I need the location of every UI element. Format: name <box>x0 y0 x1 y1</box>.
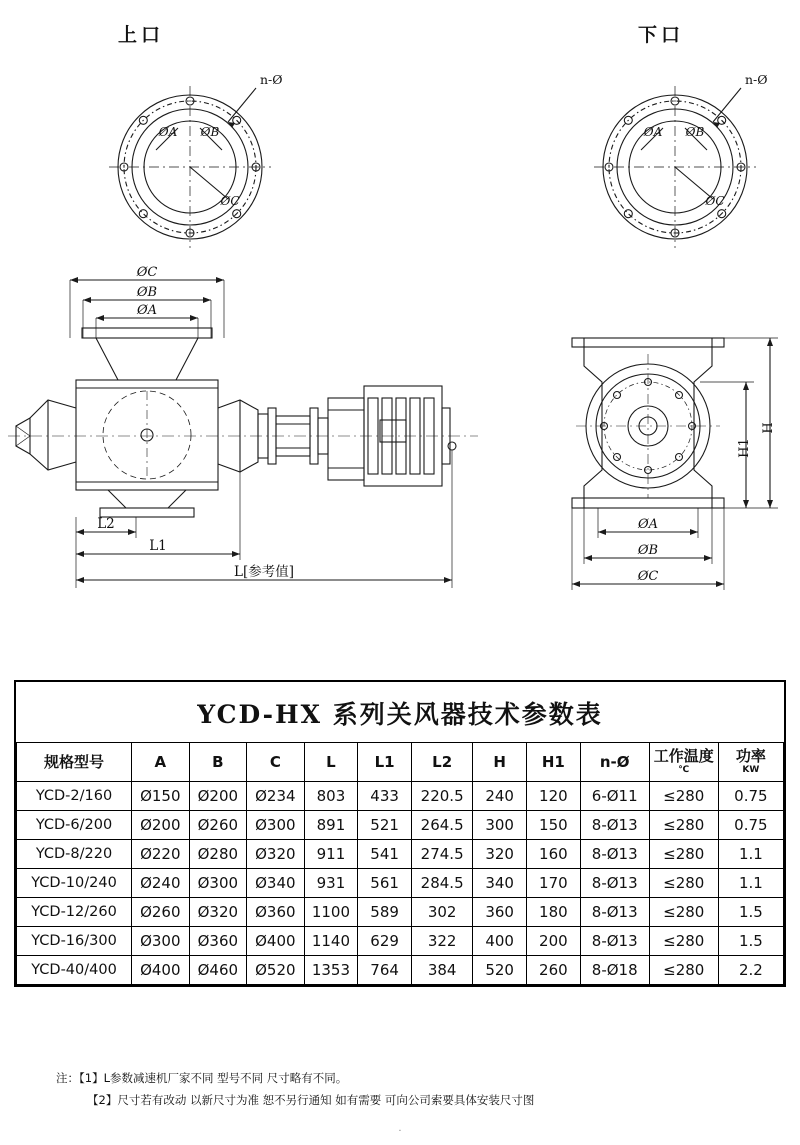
cell-temp: ≤280 <box>649 781 718 810</box>
th-b: B <box>189 743 247 782</box>
cell-n-phi: 8-Ø13 <box>580 810 649 839</box>
th-h1: H1 <box>527 743 581 782</box>
cell-h: 240 <box>473 781 527 810</box>
cell-c: Ø520 <box>247 955 305 984</box>
cell-temp: ≤280 <box>649 897 718 926</box>
footnote-line-2: 【2】尺寸若有改动 以新尺寸为准 恕不另行通知 如有需要 可向公司索要具体安装尺寸图 <box>87 1092 535 1107</box>
cell-model: YCD-16/300 <box>17 926 132 955</box>
cell-l2: 264.5 <box>411 810 472 839</box>
table-header-row <box>17 743 784 782</box>
cell-a: Ø400 <box>132 955 190 984</box>
th-a: A <box>132 743 190 782</box>
th-power-unit: KW <box>742 765 760 776</box>
cell-l1: 629 <box>358 926 412 955</box>
cell-a: Ø220 <box>132 839 190 868</box>
cell-b: Ø260 <box>189 810 247 839</box>
cell-power: 1.5 <box>718 897 783 926</box>
footnote-text-1: 【1】L参数减速机厂家不同 型号不同 尺寸略有不同。 <box>79 1071 348 1085</box>
dim-h1: H1 <box>737 438 752 458</box>
cell-b: Ø360 <box>189 926 247 955</box>
cell-n-phi: 8-Ø18 <box>580 955 649 984</box>
cell-h: 520 <box>473 955 527 984</box>
cell-model: YCD-40/400 <box>17 955 132 984</box>
cell-l2: 274.5 <box>411 839 472 868</box>
spec-table-title: YCD-HX 系列关风器技术参数表 <box>197 700 603 729</box>
cell-l: 911 <box>304 839 358 868</box>
cell-h1: 160 <box>527 839 581 868</box>
table-row <box>17 868 784 897</box>
dim-l1: L1 <box>149 538 167 554</box>
label-phi-b: ØB <box>200 125 220 139</box>
cell-power: 1.1 <box>718 868 783 897</box>
cell-c: Ø234 <box>247 781 305 810</box>
th-h: H <box>473 743 527 782</box>
cell-l: 1353 <box>304 955 358 984</box>
table-row <box>17 926 784 955</box>
cell-l2: 220.5 <box>411 781 472 810</box>
spec-table-container <box>14 680 786 987</box>
cell-temp: ≤280 <box>649 868 718 897</box>
cell-power: 1.1 <box>718 839 783 868</box>
cell-h1: 200 <box>527 926 581 955</box>
cell-h: 340 <box>473 868 527 897</box>
cell-temp: ≤280 <box>649 810 718 839</box>
th-n-phi: n-Ø <box>580 743 649 782</box>
th-working-temp-unit: ℃ <box>678 765 690 776</box>
cell-temp: ≤280 <box>649 839 718 868</box>
cell-power: 0.75 <box>718 781 783 810</box>
cell-h1: 260 <box>527 955 581 984</box>
cell-l: 803 <box>304 781 358 810</box>
label-phi-a: ØA <box>158 125 178 139</box>
cell-l: 891 <box>304 810 358 839</box>
cell-model: YCD-10/240 <box>17 868 132 897</box>
dim-phi-a-end: ØA <box>637 517 659 532</box>
cell-h1: 170 <box>527 868 581 897</box>
th-l: L <box>304 743 358 782</box>
spec-table <box>16 682 784 985</box>
cell-l1: 589 <box>358 897 412 926</box>
cell-a: Ø240 <box>132 868 190 897</box>
cell-c: Ø400 <box>247 926 305 955</box>
cell-model: YCD-2/160 <box>17 781 132 810</box>
side-elevation-drawing <box>8 258 488 598</box>
cell-a: Ø260 <box>132 897 190 926</box>
cell-b: Ø200 <box>189 781 247 810</box>
cell-model: YCD-6/200 <box>17 810 132 839</box>
heading-bottom-port: 下口 <box>638 24 685 46</box>
th-c: C <box>247 743 305 782</box>
page-footer-mark: · <box>398 1126 402 1137</box>
cell-l1: 433 <box>358 781 412 810</box>
th-model: 规格型号 <box>17 743 132 782</box>
cell-b: Ø460 <box>189 955 247 984</box>
cell-n-phi: 8-Ø13 <box>580 897 649 926</box>
cell-n-phi: 8-Ø13 <box>580 839 649 868</box>
cell-h1: 180 <box>527 897 581 926</box>
table-row <box>17 897 784 926</box>
cell-model: YCD-8/220 <box>17 839 132 868</box>
label-phi-b: ØB <box>685 125 705 139</box>
cell-b: Ø280 <box>189 839 247 868</box>
cell-h: 300 <box>473 810 527 839</box>
cell-l: 931 <box>304 868 358 897</box>
cell-l2: 384 <box>411 955 472 984</box>
top-port-flange-drawing <box>60 72 290 262</box>
label-phi-c: ØC <box>705 194 725 208</box>
cell-b: Ø320 <box>189 897 247 926</box>
footnote-line-1 <box>40 1068 760 1090</box>
th-working-temp-label: 工作温度 <box>653 747 714 765</box>
cell-h1: 150 <box>527 810 581 839</box>
cell-h: 320 <box>473 839 527 868</box>
cell-l2: 302 <box>411 897 472 926</box>
cell-h: 360 <box>473 897 527 926</box>
th-l2: L2 <box>411 743 472 782</box>
cell-l1: 521 <box>358 810 412 839</box>
end-elevation-drawing <box>540 320 790 600</box>
th-l1: L1 <box>358 743 412 782</box>
label-n-phi: n-Ø <box>260 72 283 87</box>
cell-temp: ≤280 <box>649 926 718 955</box>
th-working-temp <box>649 743 718 782</box>
table-row <box>17 839 784 868</box>
label-phi-a: ØA <box>643 125 663 139</box>
bottom-port-flange-drawing <box>560 72 790 262</box>
cell-a: Ø300 <box>132 926 190 955</box>
th-power <box>718 743 783 782</box>
cell-c: Ø340 <box>247 868 305 897</box>
cell-power: 2.2 <box>718 955 783 984</box>
table-row <box>17 781 784 810</box>
dim-phi-a: ØA <box>136 303 158 318</box>
footnote-label: 注： <box>56 1071 79 1085</box>
cell-power: 0.75 <box>718 810 783 839</box>
cell-l2: 284.5 <box>411 868 472 897</box>
cell-c: Ø320 <box>247 839 305 868</box>
cell-l: 1140 <box>304 926 358 955</box>
dim-l2: L2 <box>97 516 115 532</box>
cell-h1: 120 <box>527 781 581 810</box>
cell-power: 1.5 <box>718 926 783 955</box>
dim-h: H <box>761 422 776 434</box>
cell-l: 1100 <box>304 897 358 926</box>
dim-l-ref: L[参考值] <box>234 564 294 580</box>
dim-phi-b: ØB <box>136 285 158 300</box>
cell-l1: 541 <box>358 839 412 868</box>
cell-n-phi: 8-Ø13 <box>580 868 649 897</box>
dim-phi-c-end: ØC <box>637 569 659 584</box>
label-n-phi: n-Ø <box>745 72 768 87</box>
cell-l2: 322 <box>411 926 472 955</box>
dim-phi-c: ØC <box>136 265 158 280</box>
table-row <box>17 810 784 839</box>
cell-c: Ø360 <box>247 897 305 926</box>
th-power-label: 功率 <box>735 747 766 765</box>
cell-model: YCD-12/260 <box>17 897 132 926</box>
cell-a: Ø150 <box>132 781 190 810</box>
cell-n-phi: 6-Ø11 <box>580 781 649 810</box>
cell-l1: 561 <box>358 868 412 897</box>
cell-l1: 764 <box>358 955 412 984</box>
dim-phi-b-end: ØB <box>637 543 659 558</box>
cell-a: Ø200 <box>132 810 190 839</box>
cell-b: Ø300 <box>189 868 247 897</box>
heading-top-port: 上口 <box>118 24 165 46</box>
footnotes <box>40 1068 760 1112</box>
cell-n-phi: 8-Ø13 <box>580 926 649 955</box>
cell-c: Ø300 <box>247 810 305 839</box>
cell-h: 400 <box>473 926 527 955</box>
label-phi-c: ØC <box>220 194 240 208</box>
table-row <box>17 955 784 984</box>
cell-temp: ≤280 <box>649 955 718 984</box>
spec-table-body <box>17 781 784 984</box>
